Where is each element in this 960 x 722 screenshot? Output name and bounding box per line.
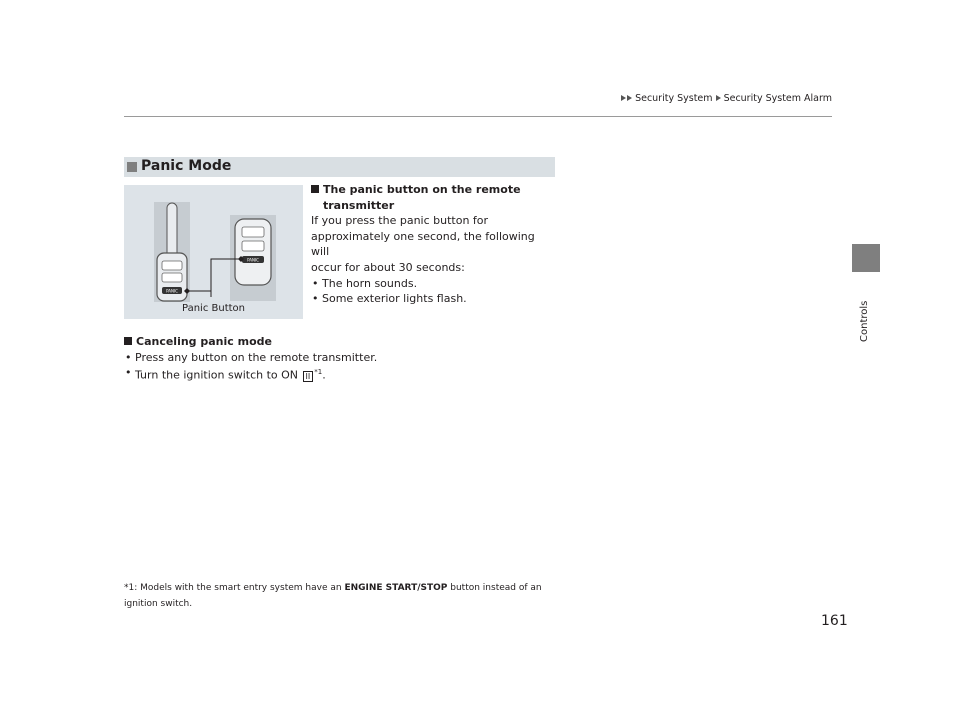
- chapter-tab-text: Controls: [859, 300, 870, 342]
- subsection-heading: The panic button on the remote: [311, 182, 556, 198]
- list-item: • Some exterior lights flash.: [311, 291, 556, 307]
- key-fob-illustration: [124, 185, 303, 319]
- section-heading: [124, 157, 555, 177]
- footnote: *1: Models with the smart entry system have an ENGINE START/STOP button instead of an ignition switch.: [124, 583, 542, 609]
- arrow-icon: [621, 95, 626, 101]
- figure-caption: Panic Button: [182, 303, 245, 314]
- list-item: • The horn sounds.: [311, 276, 556, 292]
- breadcrumb: [621, 93, 832, 104]
- chapter-tab-marker: [852, 244, 880, 272]
- canceling-section: [124, 334, 564, 383]
- square-icon: [311, 185, 319, 193]
- subsection-heading: Canceling panic mode: [124, 334, 564, 350]
- paragraph-line: occur for about 30 seconds:: [311, 260, 465, 274]
- arrow-icon: [627, 95, 632, 101]
- fob-panic-text: PANIC: [166, 288, 178, 294]
- list-item: • Turn the ignition switch to ON II $^{*1}$.: [124, 365, 564, 383]
- breadcrumb-item[interactable]: Security System: [635, 93, 713, 104]
- ignition-position-icon: II: [303, 371, 314, 382]
- arrow-icon: [716, 95, 721, 101]
- panic-button-section: [311, 182, 556, 307]
- footnote-ref[interactable]: *1: [314, 368, 323, 377]
- key-fob-figure: [124, 185, 303, 319]
- breadcrumb-item[interactable]: Security System Alarm: [723, 93, 832, 104]
- paragraph-line: approximately one second, the following will: [311, 229, 535, 259]
- header-rule: [124, 116, 832, 117]
- page-number: 161: [821, 613, 848, 629]
- chapter-tab-label[interactable]: [855, 274, 877, 344]
- fob-panic-text: PANIC: [247, 257, 259, 263]
- square-icon: [124, 337, 132, 345]
- paragraph-line: If you press the panic button for: [311, 214, 489, 228]
- subsection-heading-cont: transmitter: [323, 198, 395, 212]
- list-item: • Press any button on the remote transmitter.: [124, 350, 564, 366]
- section-title: Panic Mode: [141, 158, 232, 174]
- square-icon: [127, 162, 137, 172]
